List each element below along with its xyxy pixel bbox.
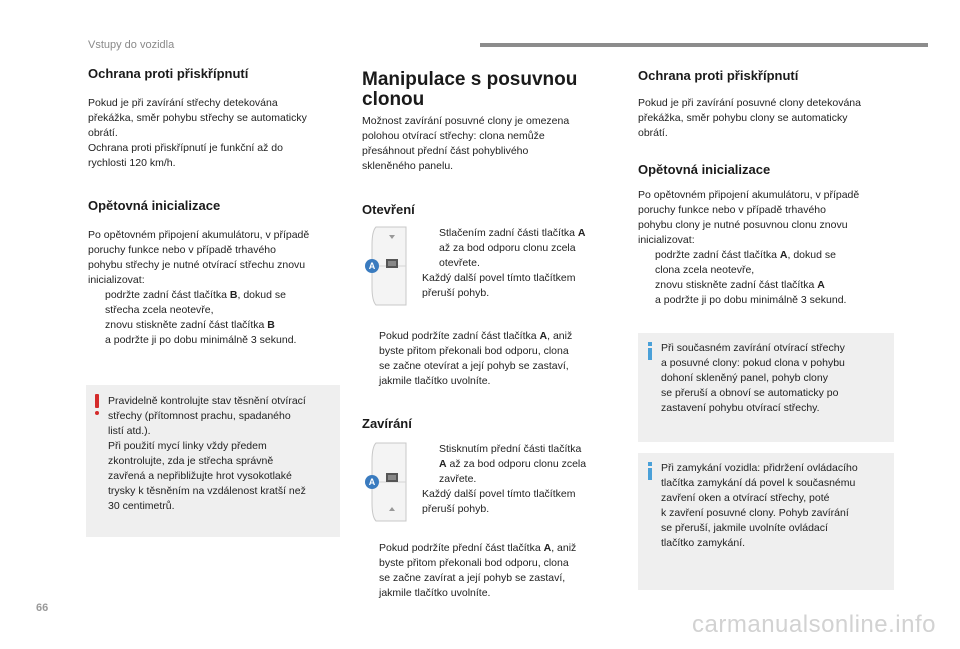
text-line: clona zcela neotevře, [655,264,755,276]
text-line: obrátí. [638,127,668,139]
text-line: Ochrana proti přiskřípnutí je funkční až do [88,142,283,154]
text-line: inicializovat: [638,234,695,246]
info-text: Při zamykání vozidla: přidržení ovládacího tlačítka zamykání dá povel k současnému zavření oken a otvírací střechy, poté k zavření posuvné clony. Pohyb zavírání se přeruší, jakmile uvolníte ovládací tlačítko zamykání. [661,462,858,549]
heading-pinch-protection: Ochrana proti přiskřípnutí [88,66,249,81]
text-line: střecha zcela neotevře, [105,304,214,316]
text-line: poruchy funkce nebo v případě trhavého [638,204,826,216]
text-line: pohybu clony je nutné posuvnou clonu znovu [638,219,848,231]
text-line: Po opětovném připojení akumulátoru, v případě [638,189,860,201]
section-title: Vstupy do vozidla [88,39,175,51]
text-line: zavřete. [439,473,477,485]
text-line: Možnost zavírání posuvné clony je omezena [362,115,570,127]
page-number: 66 [36,602,49,614]
text-line: skleněného panelu. [362,160,454,172]
text-line: překážka, směr pohybu střechy se automaticky [88,112,307,124]
warning-text: Pravidelně kontrolujte stav těsnění otvírací střechy (přítomnost prachu, spadaného listí atd.). Při použití mycí linky vždy předem zkontrolujte, zda je střecha správně zavřená a nepřibližujte hrot vysokotlaké trysky k těsněním na vzdálenost kratší než 30 centimetrů. [108,395,306,512]
text-line: přeruší pohyb. [422,287,490,299]
roof-switch-illustration [362,225,416,307]
heading-open: Otevření [362,202,415,217]
info-box [638,453,894,590]
info-text: Při současném zavírání otvírací střechy a posuvné clony: pokud clona v pohybu dohoní skleněný panel, pohyb clony se přeruší a obnoví se automaticky po zastavení pohybu otvírací střechy. [661,342,845,414]
text-line: byste přitom překonali bod odporu, clona [379,557,569,569]
text-line: otevřete. [439,257,480,269]
roof-switch-illustration [362,441,416,523]
page-header [0,0,960,50]
text-line: a podržte ji po dobu minimálně 3 sekund. [105,334,297,346]
warning-box [86,385,340,537]
heading-pinch-protection: Ochrana proti přiskřípnutí [638,68,799,83]
text-line: rychlosti 120 km/h. [88,157,176,169]
text-line: jakmile tlačítko uvolníte. [379,375,491,387]
text-line: se začne zavírat a její pohyb se zastaví, [379,572,566,584]
text-line: jakmile tlačítko uvolníte. [379,587,491,599]
info-box [638,333,894,442]
text-line: Každý další povel tímto tlačítkem [422,488,576,500]
page-title: Manipulace s posuvnou clonou [362,69,578,110]
heading-reinit: Opětovná inicializace [88,198,221,213]
text-line: Každý další povel tímto tlačítkem [422,272,576,284]
text-line: obrátí. [88,127,118,139]
header-rule [480,43,928,47]
text-line: poruchy funkce nebo v případě trhavého [88,244,276,256]
button-label-a: A [365,259,379,273]
text-line: Pokud je při zavírání posuvné clony detekována [638,97,861,109]
heading-reinit: Opětovná inicializace [638,162,771,177]
text-line: a podržte ji po dobu minimálně 3 sekund. [655,294,847,306]
text-line: Po opětovném připojení akumulátoru, v případě [88,229,310,241]
text-line: se začne otevírat a její pohyb se zastaví, [379,360,569,372]
text-line: přesáhnout přední část pohyblivého [362,145,529,157]
text-line: A až za bod odporu clonu zcela [439,458,587,470]
button-label-a: A [365,475,379,489]
heading-close: Zavírání [362,416,412,431]
text-line: inicializovat: [88,274,145,286]
text-line: až za bod odporu clonu zcela [439,242,576,254]
watermark: carmanualsonline.info [692,611,936,638]
text-line: pohybu střechy je nutné otvírací střechu znovu [88,259,306,271]
text-line: polohou otvírací střechy: clona nemůže [362,130,545,142]
text-line: překážka, směr pohybu clony se automaticky [638,112,848,124]
text-line: Pokud je při zavírání střechy detekována [88,97,278,109]
text-line: přeruší pohyb. [422,503,490,515]
text-line: byste přitom překonali bod odporu, clona [379,345,569,357]
